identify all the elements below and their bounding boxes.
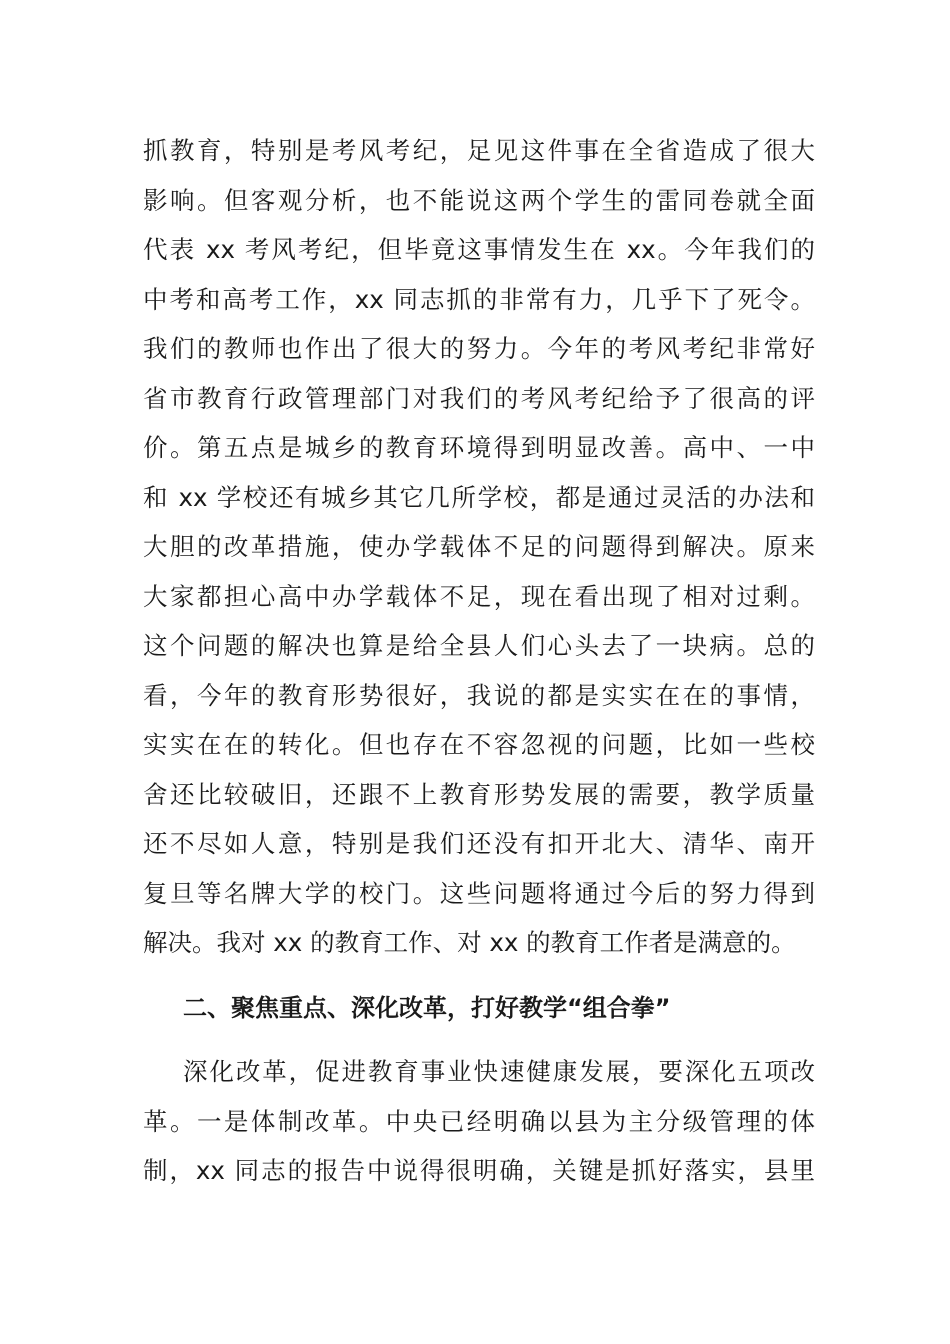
paragraph-line: 实实在在的转化。但也存在不容忽视的问题，比如一些校 — [143, 730, 815, 759]
section-heading: 二、聚焦重点、深化改革，打好教学“组合拳” — [183, 994, 671, 1022]
paragraph-line: 和 xx 学校还有城乡其它几所学校，都是通过灵活的办法和 — [143, 482, 815, 512]
paragraph-line: 抓教育，特别是考风考纪，足见这件事在全省造成了很大 — [143, 136, 815, 165]
paragraph-1 — [143, 126, 815, 968]
paragraph-line: 复旦等名牌大学的校门。这些问题将通过今后的努力得到 — [143, 878, 815, 908]
paragraph-line: 我们的教师也作出了很大的努力。今年的考风考纪非常好 — [143, 334, 815, 363]
paragraph-line: 大家都担心高中办学载体不足，现在看出现了相对过剩。 — [143, 581, 815, 611]
paragraph-line: 这个问题的解决也算是给全县人们心头去了一块病。总的 — [143, 631, 815, 660]
paragraph-line: 制，xx 同志的报告中说得很明确，关键是抓好落实，县里 — [143, 1156, 815, 1185]
paragraph-line: 大胆的改革措施，使办学载体不足的问题得到解决。原来 — [143, 532, 815, 561]
paragraph-line: 省市教育行政管理部门对我们的考风考纪给予了很高的评 — [143, 383, 815, 413]
paragraph-line: 还不尽如人意，特别是我们还没有扣开北大、清华、南开 — [143, 829, 815, 858]
paragraph-line: 解决。我对 xx 的教育工作、对 xx 的教育工作者是满意的。 — [143, 928, 796, 957]
paragraph-line: 代表 xx 考风考纪，但毕竟这事情发生在 xx。今年我们的 — [143, 235, 815, 264]
paragraph-line: 看，今年的教育形势很好，我说的都是实实在在的事情， — [143, 680, 815, 710]
paragraph-line: 深化改革，促进教育事业快速健康发展，要深化五项改 — [183, 1057, 815, 1086]
paragraph-line: 价。第五点是城乡的教育环境得到明显改善。高中、一中 — [143, 433, 815, 462]
paragraph-line: 影响。但客观分析，也不能说这两个学生的雷同卷就全面 — [143, 185, 815, 215]
paragraph-2 — [143, 1047, 815, 1196]
paragraph-line: 中考和高考工作，xx 同志抓的非常有力，几乎下了死令。 — [143, 284, 815, 314]
paragraph-line: 革。一是体制改革。中央已经明确以县为主分级管理的体 — [143, 1106, 815, 1136]
paragraph-line: 舍还比较破旧，还跟不上教育形势发展的需要，教学质量 — [143, 779, 815, 809]
